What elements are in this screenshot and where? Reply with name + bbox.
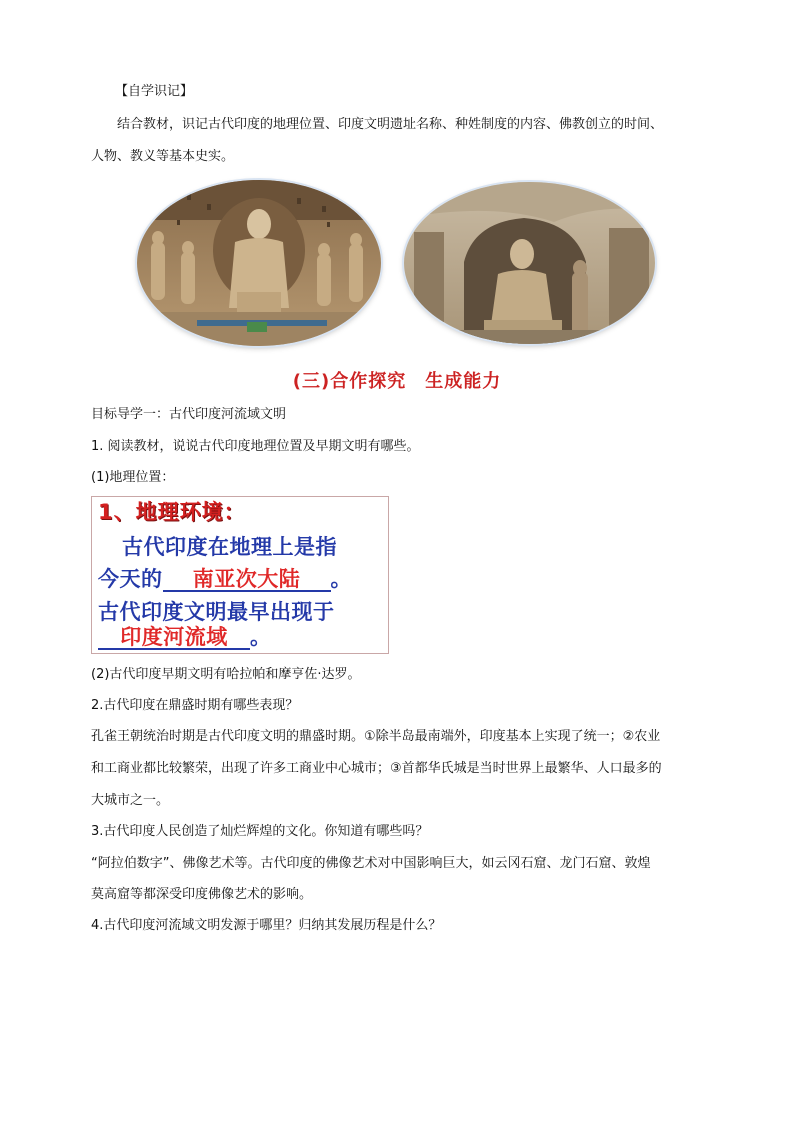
question-1-subitem-2: (2)古代印度早期文明有哈拉帕和摩亨佐·达罗。 — [91, 667, 361, 682]
slide-heading: 1、地理环境： — [98, 500, 246, 524]
answer-3-line-1: “阿拉伯数字”、佛像艺术等。古代印度的佛像艺术对中国影响巨大，如云冈石窟、龙门石窟、敦煌 — [91, 856, 651, 871]
slide-line-4 — [98, 621, 272, 651]
geography-slide-image — [91, 496, 389, 654]
question-1: 1. 阅读教材，说说古代印度地理位置及早期文明有哪些。 — [91, 439, 420, 454]
answer-2-line-1: 孔雀王朝统治时期是古代印度文明的鼎盛时期。①除半岛最南端外，印度基本上实现了统一；②农业 — [91, 729, 661, 744]
slide-line-2-suffix: 。 — [330, 567, 352, 591]
slide-line-1: 古代印度在地理上是指 — [122, 535, 337, 559]
answer-2-line-2: 和工商业都比较繁荣，出现了许多工商业中心城市；③首都华氏城是当时世界上最繁华、人口最多的 — [91, 761, 662, 776]
question-3: 3.古代印度人民创造了灿烂辉煌的文化。你知道有哪些吗？ — [91, 824, 429, 839]
slide-line-2-prefix: 今天的 — [98, 567, 163, 591]
slide-line-4-suffix: 。 — [250, 625, 272, 649]
slide-line-2 — [98, 563, 352, 593]
question-2: 2.古代印度在鼎盛时期有哪些表现？ — [91, 698, 299, 713]
yungang-grottoes-photo — [404, 182, 655, 344]
self-study-paragraph-line-1: 结合教材，识记古代印度的地理位置、印度文明遗址名称、种姓制度的内容、佛教创立的时间、 — [117, 117, 664, 132]
slide-answer-south-asia: 南亚次大陆 — [163, 568, 331, 592]
section-title: (三)合作探究 生成能力 — [292, 371, 502, 392]
slide-line-3: 古代印度文明最早出现于 — [98, 600, 335, 624]
self-study-paragraph-line-2: 人物、教义等基本史实。 — [91, 149, 235, 164]
longmen-grottoes-photo — [137, 180, 381, 346]
self-study-heading: 【自学识记】 — [115, 84, 194, 99]
slide-answer-indus-valley: 印度河流域 — [98, 626, 250, 650]
question-4: 4.古代印度河流域文明发源于哪里？归纳其发展历程是什么？ — [91, 918, 442, 933]
question-1-subitem-1: (1)地理位置： — [91, 470, 175, 485]
goal-heading: 目标导学一：古代印度河流域文明 — [91, 407, 287, 422]
answer-2-line-3: 大城市之一。 — [91, 793, 170, 808]
answer-3-line-2: 莫高窟等都深受印度佛像艺术的影响。 — [91, 887, 313, 902]
